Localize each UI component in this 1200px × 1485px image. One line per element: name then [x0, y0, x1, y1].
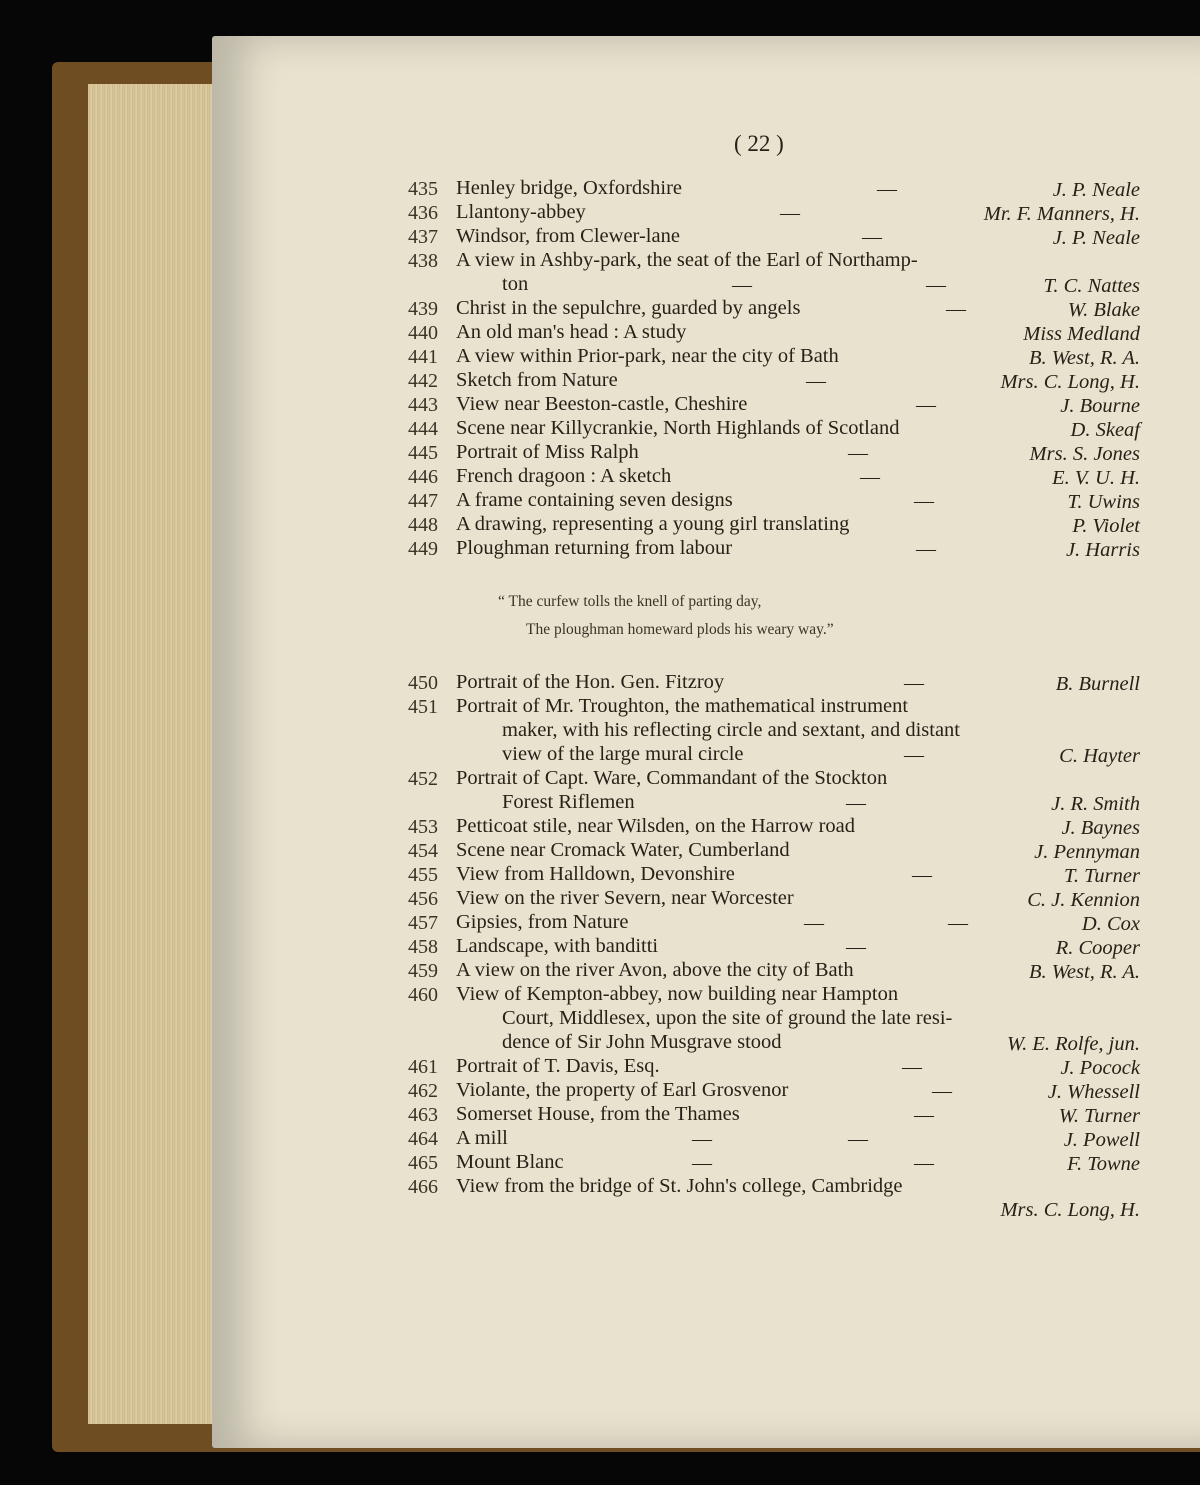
entry-title-line: view of the large mural circle: [502, 743, 744, 765]
entry-title-line: Windsor, from Clewer-lane: [456, 225, 680, 247]
entry-number: 462: [408, 1080, 438, 1102]
artist-name: J. P. Neale: [1052, 227, 1140, 249]
entry-number: 465: [408, 1152, 438, 1174]
entry-title-line: Petticoat stile, near Wilsden, on the Harrow road: [456, 815, 855, 837]
quote-line: The ploughman homeward plods his weary way.”: [526, 621, 834, 638]
artist-name: J. P. Neale: [1052, 179, 1140, 201]
leader-dash: —: [846, 792, 866, 814]
artist-name: J. Baynes: [1061, 817, 1140, 839]
entry-title-line: View from Halldown, Devonshire: [456, 863, 735, 885]
page-edges: [88, 84, 228, 1424]
artist-name: J. Pennyman: [1034, 841, 1140, 863]
entry-title-line: View from the bridge of St. John's college, Cambridge: [456, 1175, 903, 1197]
artist-name: Mrs. C. Long, H.: [1000, 371, 1140, 393]
entry-number: 459: [408, 960, 438, 982]
artist-name: T. Uwins: [1067, 491, 1140, 513]
entry-title-line: dence of Sir John Musgrave stood: [502, 1031, 782, 1053]
entry-title-line: A frame containing seven designs: [456, 489, 733, 511]
entry-number: 450: [408, 672, 438, 694]
entry-number: 461: [408, 1056, 438, 1078]
artist-name: J. R. Smith: [1051, 793, 1140, 815]
artist-name: J. Bourne: [1060, 395, 1140, 417]
leader-dash: —: [902, 1056, 922, 1078]
artist-name: W. Blake: [1067, 299, 1140, 321]
entry-number: 435: [408, 178, 438, 200]
entry-number: 457: [408, 912, 438, 934]
artist-name: J. Pocock: [1060, 1057, 1140, 1079]
entry-title-line: A drawing, representing a young girl translating: [456, 513, 850, 535]
leader-dash: —: [692, 1128, 712, 1150]
artist-name: J. Whessell: [1047, 1081, 1140, 1103]
entry-number: 439: [408, 298, 438, 320]
artist-name: J. Powell: [1063, 1129, 1140, 1151]
artist-name: T. C. Nattes: [1043, 275, 1140, 297]
leader-dash: —: [846, 936, 866, 958]
entry-number: 444: [408, 418, 438, 440]
leader-dash: —: [780, 202, 800, 224]
entry-title-line: A view on the river Avon, above the city of Bath: [456, 959, 854, 981]
artist-name: Mrs. S. Jones: [1029, 443, 1140, 465]
entry-number: 449: [408, 538, 438, 560]
artist-name: Mr. F. Manners, H.: [983, 203, 1140, 225]
leader-dash: —: [848, 442, 868, 464]
entry-title-line: Sketch from Nature: [456, 369, 618, 391]
quote-line: “ The curfew tolls the knell of parting day,: [498, 593, 762, 610]
leader-dash: —: [848, 1128, 868, 1150]
entry-title-line: Christ in the sepulchre, guarded by angels: [456, 297, 801, 319]
entry-title-line: Mount Blanc: [456, 1151, 564, 1173]
entry-number: 441: [408, 346, 438, 368]
entry-title-line: Ploughman returning from labour: [456, 537, 733, 559]
page-number: ( 22 ): [734, 131, 784, 156]
leader-dash: —: [948, 912, 968, 934]
leader-dash: —: [914, 1104, 934, 1126]
artist-name: C. Hayter: [1059, 745, 1140, 767]
artist-name: W. E. Rolfe, jun.: [1006, 1033, 1140, 1055]
entry-title-line: Scene near Cromack Water, Cumberland: [456, 839, 790, 861]
leader-dash: —: [904, 744, 924, 766]
artist-name: B. Burnell: [1055, 673, 1140, 695]
entry-title-line: View near Beeston-castle, Cheshire: [456, 393, 748, 415]
artist-name: J. Harris: [1065, 539, 1140, 561]
entry-number: 442: [408, 370, 438, 392]
entry-number: 452: [408, 768, 438, 790]
entry-number: 466: [408, 1176, 438, 1198]
entry-title-line: Llantony-abbey: [456, 201, 586, 223]
entry-title-line: maker, with his reflecting circle and sextant, and distant: [502, 719, 960, 741]
entry-title-line: Portrait of Mr. Troughton, the mathematical instrument: [456, 695, 909, 717]
leader-dash: —: [932, 1080, 952, 1102]
entry-number: 445: [408, 442, 438, 464]
leader-dash: —: [912, 864, 932, 886]
artist-name: Miss Medland: [1023, 323, 1140, 345]
leader-dash: —: [914, 1152, 934, 1174]
artist-name: B. West, R. A.: [1028, 961, 1140, 983]
leader-dash: —: [692, 1152, 712, 1174]
leader-dash: —: [862, 226, 882, 248]
entry-title-line: A view in Ashby-park, the seat of the Earl of Northamp-: [456, 249, 918, 271]
entry-number: 436: [408, 202, 438, 224]
entry-title-line: Somerset House, from the Thames: [456, 1103, 740, 1125]
leader-dash: —: [860, 466, 880, 488]
entry-number: 464: [408, 1128, 438, 1150]
entry-number: 455: [408, 864, 438, 886]
entry-number: 451: [408, 696, 438, 718]
leader-dash: —: [946, 298, 966, 320]
artist-name: B. West, R. A.: [1028, 347, 1140, 369]
entry-title-line: View on the river Severn, near Worcester: [456, 887, 794, 909]
entry-number: 460: [408, 984, 438, 1006]
artist-name: Mrs. C. Long, H.: [1000, 1199, 1140, 1221]
leader-dash: —: [926, 274, 946, 296]
leader-dash: —: [916, 538, 936, 560]
entry-title-line: Landscape, with banditti: [456, 935, 659, 957]
leader-dash: —: [916, 394, 936, 416]
entry-title-line: French dragoon : A sketch: [456, 465, 672, 487]
artist-name: R. Cooper: [1055, 937, 1140, 959]
leader-dash: —: [804, 912, 824, 934]
entry-number: 437: [408, 226, 438, 248]
leader-dash: —: [877, 178, 897, 200]
entry-number: 454: [408, 840, 438, 862]
artist-name: T. Turner: [1064, 865, 1140, 887]
entry-number: 456: [408, 888, 438, 910]
artist-name: C. J. Kennion: [1027, 889, 1140, 911]
entry-number: 440: [408, 322, 438, 344]
entry-number: 448: [408, 514, 438, 536]
entry-title-line: Scene near Killycrankie, North Highlands of Scotland: [456, 417, 900, 439]
entry-title-line: Forest Riflemen: [502, 791, 635, 813]
entry-title-line: Portrait of Miss Ralph: [456, 441, 639, 463]
artist-name: P. Violet: [1072, 515, 1140, 537]
entry-title-line: An old man's head : A study: [456, 321, 687, 343]
entry-number: 443: [408, 394, 438, 416]
entry-number: 438: [408, 250, 438, 272]
entry-title-line: Violante, the property of Earl Grosvenor: [456, 1079, 789, 1101]
entry-number: 453: [408, 816, 438, 838]
artist-name: F. Towne: [1067, 1153, 1140, 1175]
artist-name: D. Cox: [1081, 913, 1140, 935]
artist-name: D. Skeaf: [1070, 419, 1140, 441]
entry-number: 458: [408, 936, 438, 958]
entry-title-line: A view within Prior-park, near the city of Bath: [456, 345, 839, 367]
entry-number: 447: [408, 490, 438, 512]
entry-title-line: View of Kempton-abbey, now building near Hampton: [456, 983, 899, 1005]
entry-title-line: A mill: [456, 1127, 508, 1149]
artist-name: E. V. U. H.: [1052, 467, 1140, 489]
entry-title-line: ton: [502, 273, 529, 295]
entry-number: 463: [408, 1104, 438, 1126]
entry-title-line: Court, Middlesex, upon the site of ground the late resi-: [502, 1007, 953, 1029]
leader-dash: —: [806, 370, 826, 392]
entry-title-line: Portrait of T. Davis, Esq.: [456, 1055, 660, 1077]
entry-title-line: Portrait of the Hon. Gen. Fitzroy: [456, 671, 725, 693]
leader-dash: —: [732, 274, 752, 296]
entry-number: 446: [408, 466, 438, 488]
leader-dash: —: [914, 490, 934, 512]
entry-title-line: Gipsies, from Nature: [456, 911, 629, 933]
leader-dash: —: [904, 672, 924, 694]
entry-title-line: Henley bridge, Oxfordshire: [456, 177, 683, 199]
entry-title-line: Portrait of Capt. Ware, Commandant of the Stockton: [456, 767, 888, 789]
artist-name: W. Turner: [1058, 1105, 1140, 1127]
